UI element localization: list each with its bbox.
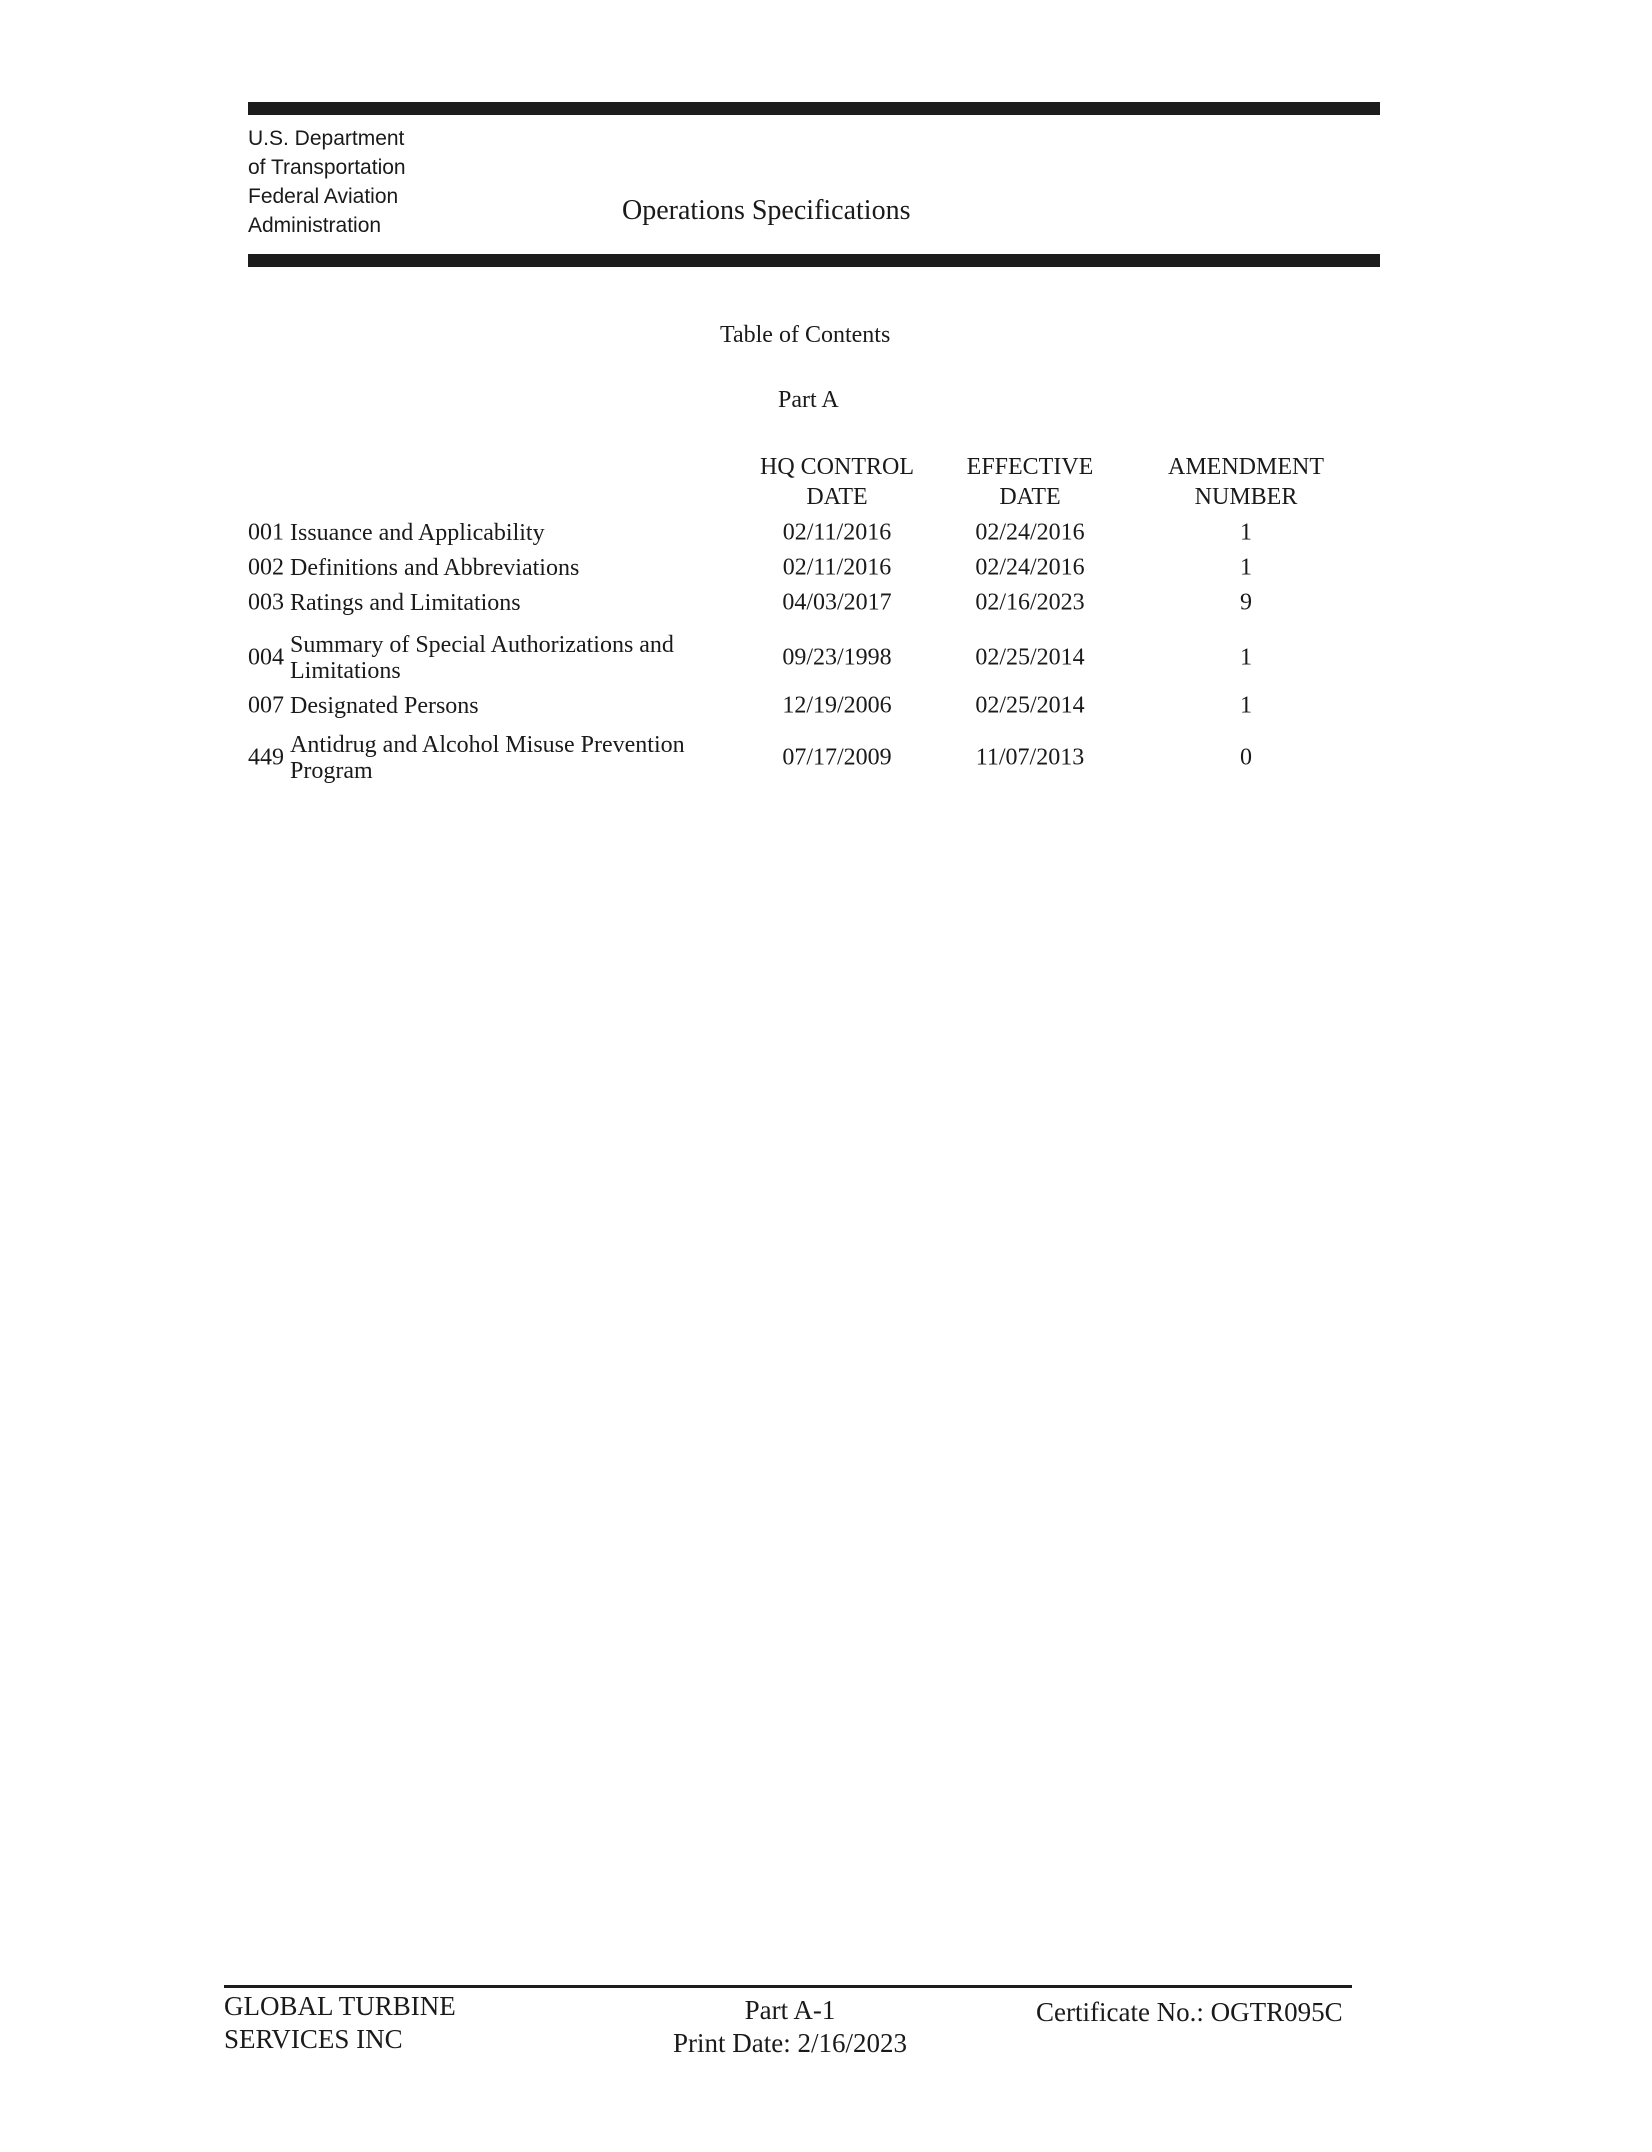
toc-row-effective-date: 02/24/2016 [975,554,1085,581]
column-header-line: DATE [999,484,1061,510]
footer-company-line: GLOBAL TURBINE [224,1991,456,2021]
toc-row [248,515,1380,551]
toc-row-number: 001 [248,519,284,546]
toc-row-effective-date: 02/25/2014 [975,692,1085,719]
toc-row-number: 002 [248,554,284,581]
agency-line: Federal Aviation [248,185,399,208]
column-header-line: EFFECTIVE [966,454,1094,480]
column-header-effective-date [920,452,1140,512]
footer-company [224,1990,456,2056]
toc-row-hq-control-date: 07/17/2009 [782,744,892,771]
toc-row-effective-date: 11/07/2013 [975,744,1085,771]
footer-print-date: Print Date: 2/16/2023 [673,2028,907,2058]
toc-row-number: 003 [248,589,284,616]
agency-line: Administration [248,214,382,237]
agency-line: of Transportation [248,156,406,179]
toc-row-amendment: 1 [1240,519,1252,546]
agency-name [248,124,406,240]
toc-row-number: 449 [248,744,284,771]
column-header-line: NUMBER [1194,484,1298,510]
toc-row-amendment: 0 [1240,744,1252,771]
toc-row-name: Definitions and Abbreviations [290,555,580,581]
toc-row-hq-control-date: 04/03/2017 [782,589,892,616]
toc-row-number: 004 [248,644,284,671]
toc-row-name: Antidrug and Alcohol Misuse Prevention Program [290,732,685,784]
toc-row-amendment: 1 [1240,692,1252,719]
toc-row-amendment: 9 [1240,589,1252,616]
toc-row [248,585,1380,621]
toc-row [248,550,1380,586]
footer-certificate: Certificate No.: OGTR095C [1036,1997,1343,2027]
toc-row-name: Issuance and Applicability [290,520,545,546]
toc-row-hq-control-date: 09/23/1998 [782,644,892,671]
toc-row-effective-date: 02/16/2023 [975,589,1085,616]
toc-row-number: 007 [248,692,284,719]
column-header-line: AMENDMENT [1168,454,1324,480]
header-rule-top [248,102,1380,115]
toc-row-hq-control-date: 02/11/2016 [782,554,892,581]
toc-row-amendment: 1 [1240,554,1252,581]
document-title: Operations Specifications [622,195,911,226]
column-header-hq-control-date [727,452,947,512]
toc-row-effective-date: 02/24/2016 [975,519,1085,546]
toc-title: Table of Contents [720,322,891,348]
footer-rule [224,1985,1352,1988]
footer-page-info [620,1994,960,2060]
toc-row-amendment: 1 [1240,644,1252,671]
toc-row [248,630,1380,686]
column-header-line: HQ CONTROL [760,454,914,480]
toc-row-name: Designated Persons [290,693,479,719]
column-header-amendment-number [1136,452,1356,512]
footer-company-line: SERVICES INC [224,2024,403,2054]
toc-row-name: Summary of Special Authorizations and Limitations [290,632,674,684]
header-rule-bottom [248,254,1380,267]
footer-page-label: Part A-1 [744,1995,836,2025]
toc-row-name: Ratings and Limitations [290,590,521,616]
toc-row [248,688,1380,724]
toc-row [248,730,1380,786]
part-title: Part A [778,387,839,413]
toc-row-effective-date: 02/25/2014 [975,644,1085,671]
agency-line: U.S. Department [248,127,405,150]
toc-row-hq-control-date: 02/11/2016 [782,519,892,546]
toc-row-hq-control-date: 12/19/2006 [782,692,892,719]
column-header-line: DATE [806,484,868,510]
